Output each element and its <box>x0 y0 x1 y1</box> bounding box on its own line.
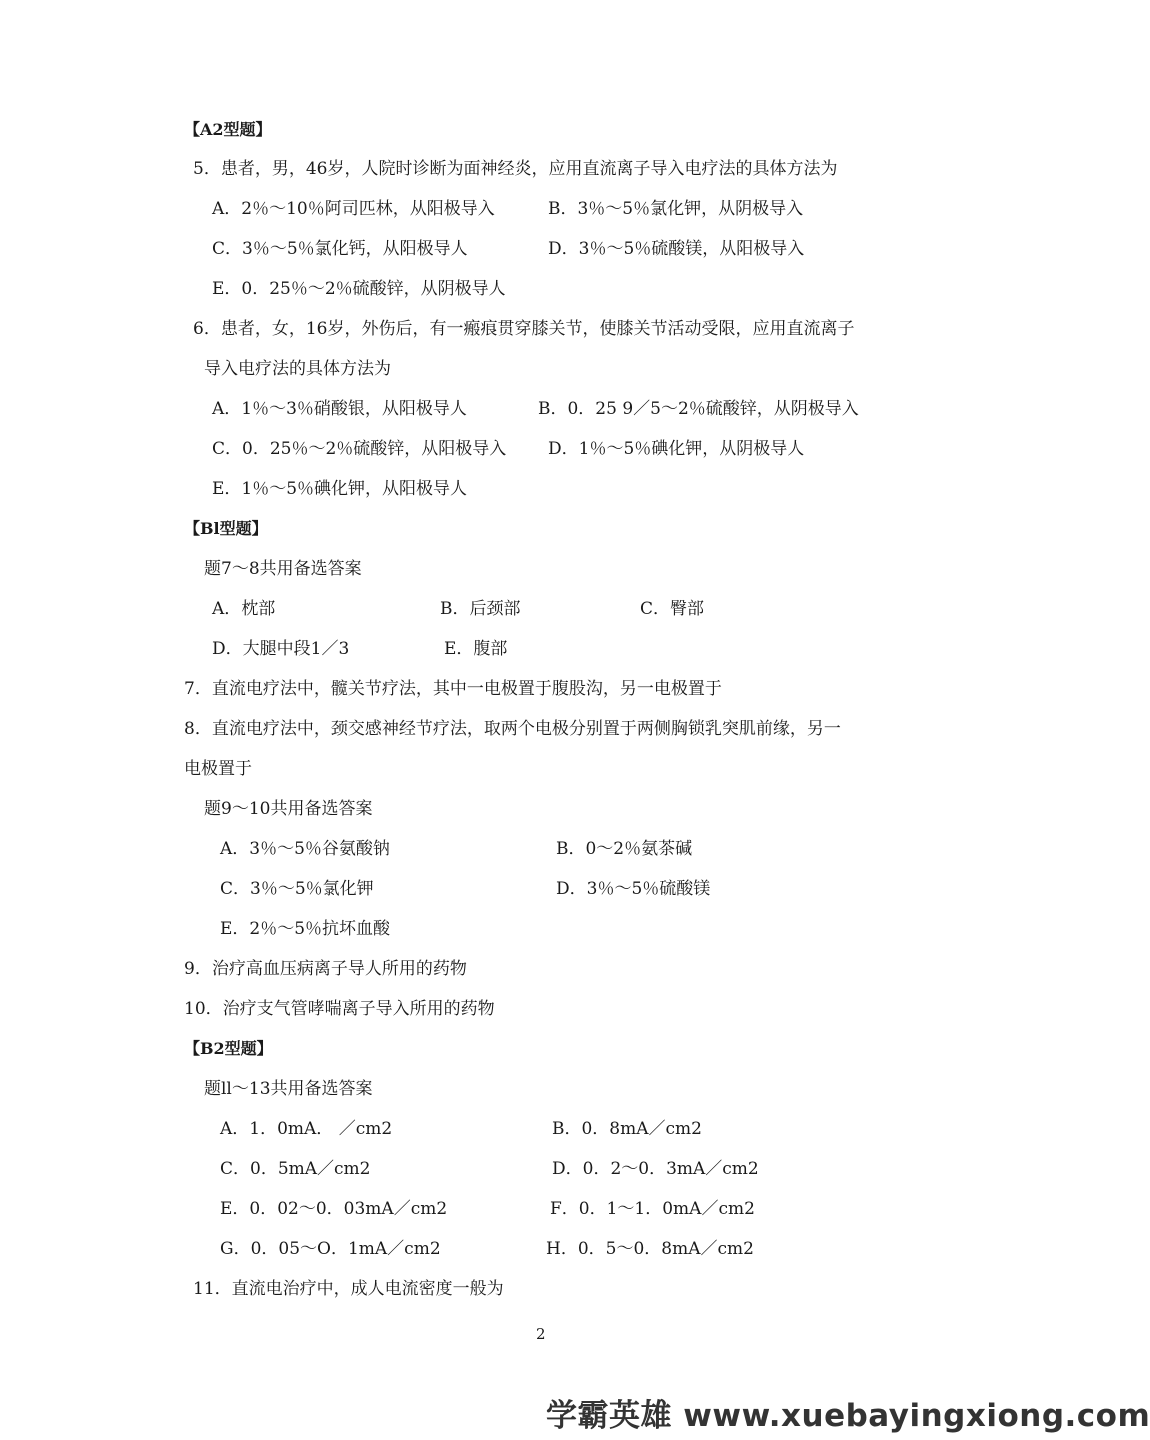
q6-option-e: E．1％～5％碘化钾，从阳极导人 <box>212 479 468 499</box>
g1113-option-e: E．0．02～0．03mA／cm2 <box>220 1199 448 1219</box>
g1113-option-g: G．0．05～O．1mA／cm2 <box>220 1239 441 1259</box>
g78-option-c: C．臀部 <box>640 599 705 619</box>
q6-option-b: B．0．25 9／5～2％硫酸锌，从阴极导入 <box>538 399 859 419</box>
g910-option-a: A．3％～5％谷氨酸钠 <box>220 839 390 859</box>
q5-option-b: B．3％～5％氯化钾，从阴极导入 <box>548 199 804 219</box>
g78-option-b: B．后颈部 <box>440 599 521 619</box>
g1113-option-a: A．1．0mA． ／cm2 <box>220 1119 393 1139</box>
question-10: 10．治疗支气管哮喘离子导入所用的药物 <box>184 999 495 1019</box>
section-heading-a2: 【A2型题】 <box>184 120 272 139</box>
g910-option-b: B．0～2％氨茶碱 <box>556 839 693 859</box>
question-8-line2: 电极置于 <box>184 759 252 779</box>
question-9: 9．治疗高血压病离子导人所用的药物 <box>184 959 467 979</box>
g78-option-a: A．枕部 <box>212 599 276 619</box>
question-7: 7．直流电疗法中，髋关节疗法，其中一电极置于腹股沟，另一电极置于 <box>184 679 722 699</box>
g1113-option-c: C．0．5mA／cm2 <box>220 1159 371 1179</box>
q5-option-a: A．2％～10％阿司匹林，从阳极导入 <box>212 199 495 219</box>
g78-option-e: E．腹部 <box>444 639 508 659</box>
g1113-option-d: D．0．2～0．3mA／cm2 <box>552 1159 759 1179</box>
g78-option-d: D．大腿中段1／3 <box>212 639 350 659</box>
g910-option-d: D．3％～5％硫酸镁 <box>556 879 711 899</box>
q5-option-d: D．3％～5％硫酸镁，从阳极导入 <box>548 239 805 259</box>
question-8-line1: 8．直流电疗法中，颈交感神经节疗法，取两个电极分别置于两侧胸锁乳突肌前缘，另一 <box>184 719 841 739</box>
g1113-option-h: H．0．5～0．8mA／cm2 <box>546 1239 754 1259</box>
question-11: 11．直流电治疗中，成人电流密度一般为 <box>193 1279 504 1299</box>
group-7-8-title: 题7～8共用备选答案 <box>204 559 362 579</box>
q6-option-c: C．0．25％～2％硫酸锌，从阳极导入 <box>212 439 507 459</box>
q5-option-e: E．0．25％～2％硫酸锌，从阴极导人 <box>212 279 506 299</box>
g910-option-e: E．2％～5％抗坏血酸 <box>220 919 391 939</box>
question-5-stem: 5．患者，男，46岁，人院时诊断为面神经炎，应用直流离子导入电疗法的具体方法为 <box>193 159 838 179</box>
group-9-10-title: 题9～10共用备选答案 <box>204 799 373 819</box>
g1113-option-b: B．0．8mA／cm2 <box>552 1119 702 1139</box>
section-heading-b2: 【B2型题】 <box>184 1039 273 1058</box>
question-6-stem-line2: 导入电疗法的具体方法为 <box>204 359 391 379</box>
q6-option-a: A．1％～3％硝酸银，从阳极导人 <box>212 399 467 419</box>
g910-option-c: C．3％～5％氯化钾 <box>220 879 374 899</box>
question-6-stem-line1: 6．患者，女，16岁，外伤后，有一瘢痕贯穿膝关节，使膝关节活动受限，应用直流离子 <box>193 319 855 339</box>
site-watermark: 学霸英雄 www.xuebayingxiong.com <box>546 1398 1150 1434</box>
q6-option-d: D．1％～5％碘化钾，从阴极导人 <box>548 439 805 459</box>
group-11-13-title: 题ll～13共用备选答案 <box>204 1079 373 1099</box>
g1113-option-f: F．0．1～1．0mA／cm2 <box>550 1199 755 1219</box>
page-number: 2 <box>536 1325 546 1343</box>
section-heading-b1: 【Bl型题】 <box>184 519 268 538</box>
q5-option-c: C．3％～5％氯化钙，从阳极导人 <box>212 239 468 259</box>
